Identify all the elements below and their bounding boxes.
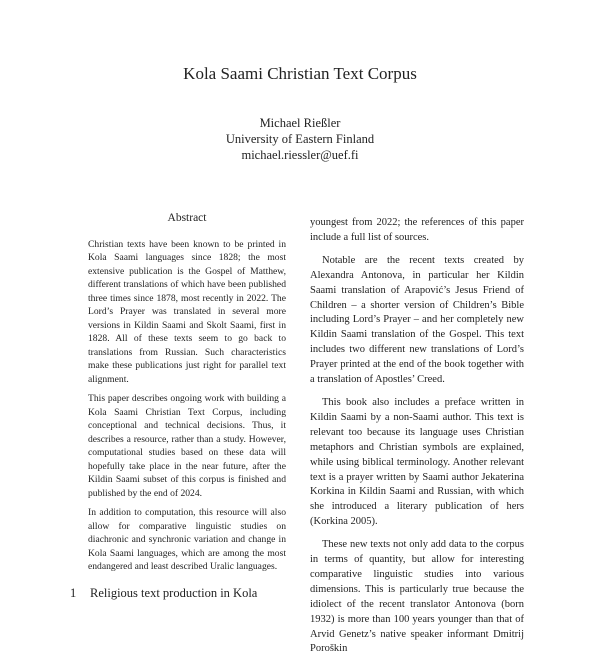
- right-column: [310, 216, 524, 665]
- abstract-paragraph-2: This paper describes ongoing work with building a Kola Saami Christian Text Corpus, including conceptional and technical decisions. Thus, it describes a resource, rather than a study. However, computational studies based on these data will hopefully take place in the near future, after the Kildin Saami subset of this corpus is finished and published by the end of 2024.: [88, 393, 286, 499]
- section-number: 1: [70, 586, 77, 600]
- author-name: Michael Rießler: [259, 116, 341, 130]
- author-block: [0, 115, 600, 163]
- abstract-paragraph-1: Christian texts have been known to be printed in Kola Saami languages since 1828; the most extensive publication is the Gospel of Matthew, different translations of which have been published three times since 1878, most recently in 2022. The Lord’s Prayer was translated in several more versions in Kildin Saami and Skolt Saami, first in 1828. All of these texts seem to go back to translations from Russian. Such characteristics make these publications just right for parallel text alignment.: [88, 238, 286, 385]
- abstract-paragraph-3: In addition to computation, this resource will also allow for comparative linguistic studies on diachronic and synchronic variation and change in Kola Saami languages, which are among the most endangered and least described Uralic languages.: [88, 507, 286, 573]
- section-heading: [70, 586, 257, 601]
- section-title: Religious text production in Kola: [90, 586, 258, 600]
- paper-title: Kola Saami Christian Text Corpus: [183, 64, 417, 83]
- body-paragraph-4: These new texts not only add data to the corpus in terms of quantity, but allow for interesting comparative linguistic studies into various dimensions. This is particularly true because the idiolect of the recent translator Antonova (born 1932) is more than 100 years younger than that of Arvid Genetz’s native speaker informant Dmitrij Poroškin: [310, 539, 524, 655]
- body-paragraph-3: This book also includes a preface written in Kildin Saami by a non-Saami author. This text is relevant too because its language uses Christian metaphors and Christian symbols are explained, while using biblical terminology. Another relevant text is a prayer written by Saami author Jekaterina Korkina in Kildin Saami and Russian, with which she introduced a literary publication of hers (Korkina 2005).: [310, 396, 524, 528]
- body-paragraph-1: youngest from 2022; the references of this paper include a full list of sources.: [310, 217, 524, 243]
- body-paragraph-2: Notable are the recent texts created by Alexandra Antonova, in particular her Kildin Saami translation of Arapović’s Jesus Friend of Children – a shorter version of Children’s Bible including Lord’s Prayer – and her completely new Kildin Saami translation of the Gospel. This text includes two different new translations of Lord’s Prayer printed at the end of the book together with a translation of Apostles’ Creed.: [310, 254, 524, 386]
- abstract-heading: Abstract: [167, 212, 207, 224]
- abstract-column: [88, 208, 286, 580]
- author-email: michael.riessler@uef.fi: [241, 148, 359, 162]
- author-affiliation: University of Eastern Finland: [225, 132, 375, 146]
